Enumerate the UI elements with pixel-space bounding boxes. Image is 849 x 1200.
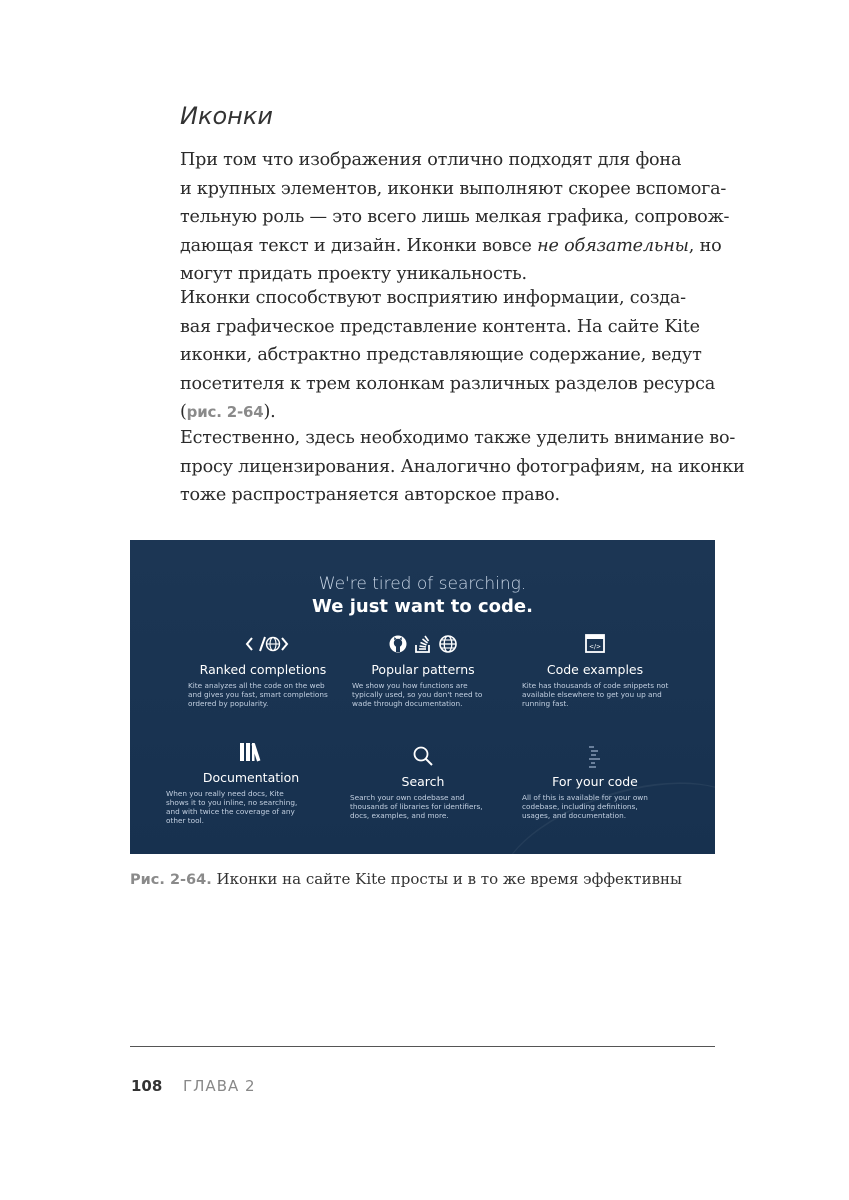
text-run: дающая текст и дизайн. Иконки вовсе [180,235,538,256]
text-run: , но [688,235,722,256]
feature-title: Popular patterns [371,662,475,677]
feature-description: Kite has thousands of code snippets not available elsewhere to get you up and running fast. [522,681,669,708]
ref-paren: ). [263,402,276,422]
figure-reference: рис. 2-64 [186,403,264,421]
paragraph-1 [180,146,730,289]
feature-icons [338,740,508,772]
text-line [180,232,720,261]
feature-icons [178,628,348,660]
text-line [180,398,720,427]
feature-ranked-completions [178,628,348,708]
figure-title-line2: We just want to code. [312,596,533,617]
feature-title: Code examples [546,662,644,677]
ref-paren: ( [180,402,187,422]
feature-title: Ranked completions [199,662,327,677]
feature-for-your-code [510,740,680,820]
text-line: вая графическое представление контента. На сайте Kite [180,316,700,337]
feature-description: We show you how functions are typically used, so you don't need to wade through documentation. [352,681,483,708]
feature-icons [338,628,508,660]
feature-icons [510,628,680,660]
stackoverflow-icon [414,634,432,654]
globe-icon [265,636,281,652]
paragraph-3 [180,424,745,510]
caption-text: Иконки на сайте Kite просты и в то же время эффективны [211,870,682,888]
feature-popular-patterns [338,628,508,708]
code-lines-icon [584,744,606,768]
caption-label: Рис. 2-64. [130,872,212,888]
feature-title: Documentation [202,770,300,785]
globe-icon [438,634,458,654]
text-line: просу лицензирования. Аналогично фотографиям, на иконки [180,456,745,477]
text-line: тоже распространяется авторское право. [180,485,560,505]
footer-rule [130,1046,715,1047]
page-number: 108 [131,1077,163,1095]
text-line: тельную роль — это всего лишь мелкая графика, сопровож- [180,207,730,227]
feature-title: Search [401,774,445,789]
feature-documentation [166,736,336,825]
text-line: Иконки способствуют восприятию информации, созда- [180,288,686,308]
kite-screenshot-figure [130,540,715,854]
feature-code-examples [510,628,680,708]
github-icon [388,634,408,654]
feature-search [338,740,508,820]
text-line: посетителя к трем колонкам различных разделов ресурса [180,373,716,394]
search-icon [411,744,435,768]
text-line: могут придать проекту уникальность. [180,264,527,284]
svg-text:</>: </> [588,643,602,651]
section-heading: Иконки [180,102,273,130]
figure-caption [130,870,682,888]
italic-emphasis: не обязательны [537,235,689,256]
feature-description: Kite analyzes all the code on the web and gives you fast, smart completions ordered by popularity. [188,681,328,708]
figure-title-line1: We're tired of searching. [318,574,527,594]
chapter-label: ГЛАВА 2 [183,1077,256,1095]
books-icon [238,741,264,763]
feature-title: For your code [552,774,638,789]
text-line: При том что изображения отлично подходят для фона [180,150,682,170]
feature-description: Search your own codebase and thousands of libraries for identifiers, docs, examples, and more. [350,793,483,820]
feature-description: When you really need docs, Kite shows it to you inline, no searching, and with twice the coverage of any other tool. [166,789,298,825]
feature-icons [166,736,336,768]
text-line: Естественно, здесь необходимо также уделить внимание во- [180,428,736,448]
feature-icons [510,740,680,772]
code-window-icon [584,633,606,655]
paragraph-2 [180,284,720,427]
text-line: иконки, абстрактно представляющие содержание, ведут [180,345,702,365]
text-line: и крупных элементов, иконки выполняют скорее вспомога- [180,178,727,199]
feature-description: All of this is available for your own codebase, including definitions, usages, and documentation. [522,793,648,820]
